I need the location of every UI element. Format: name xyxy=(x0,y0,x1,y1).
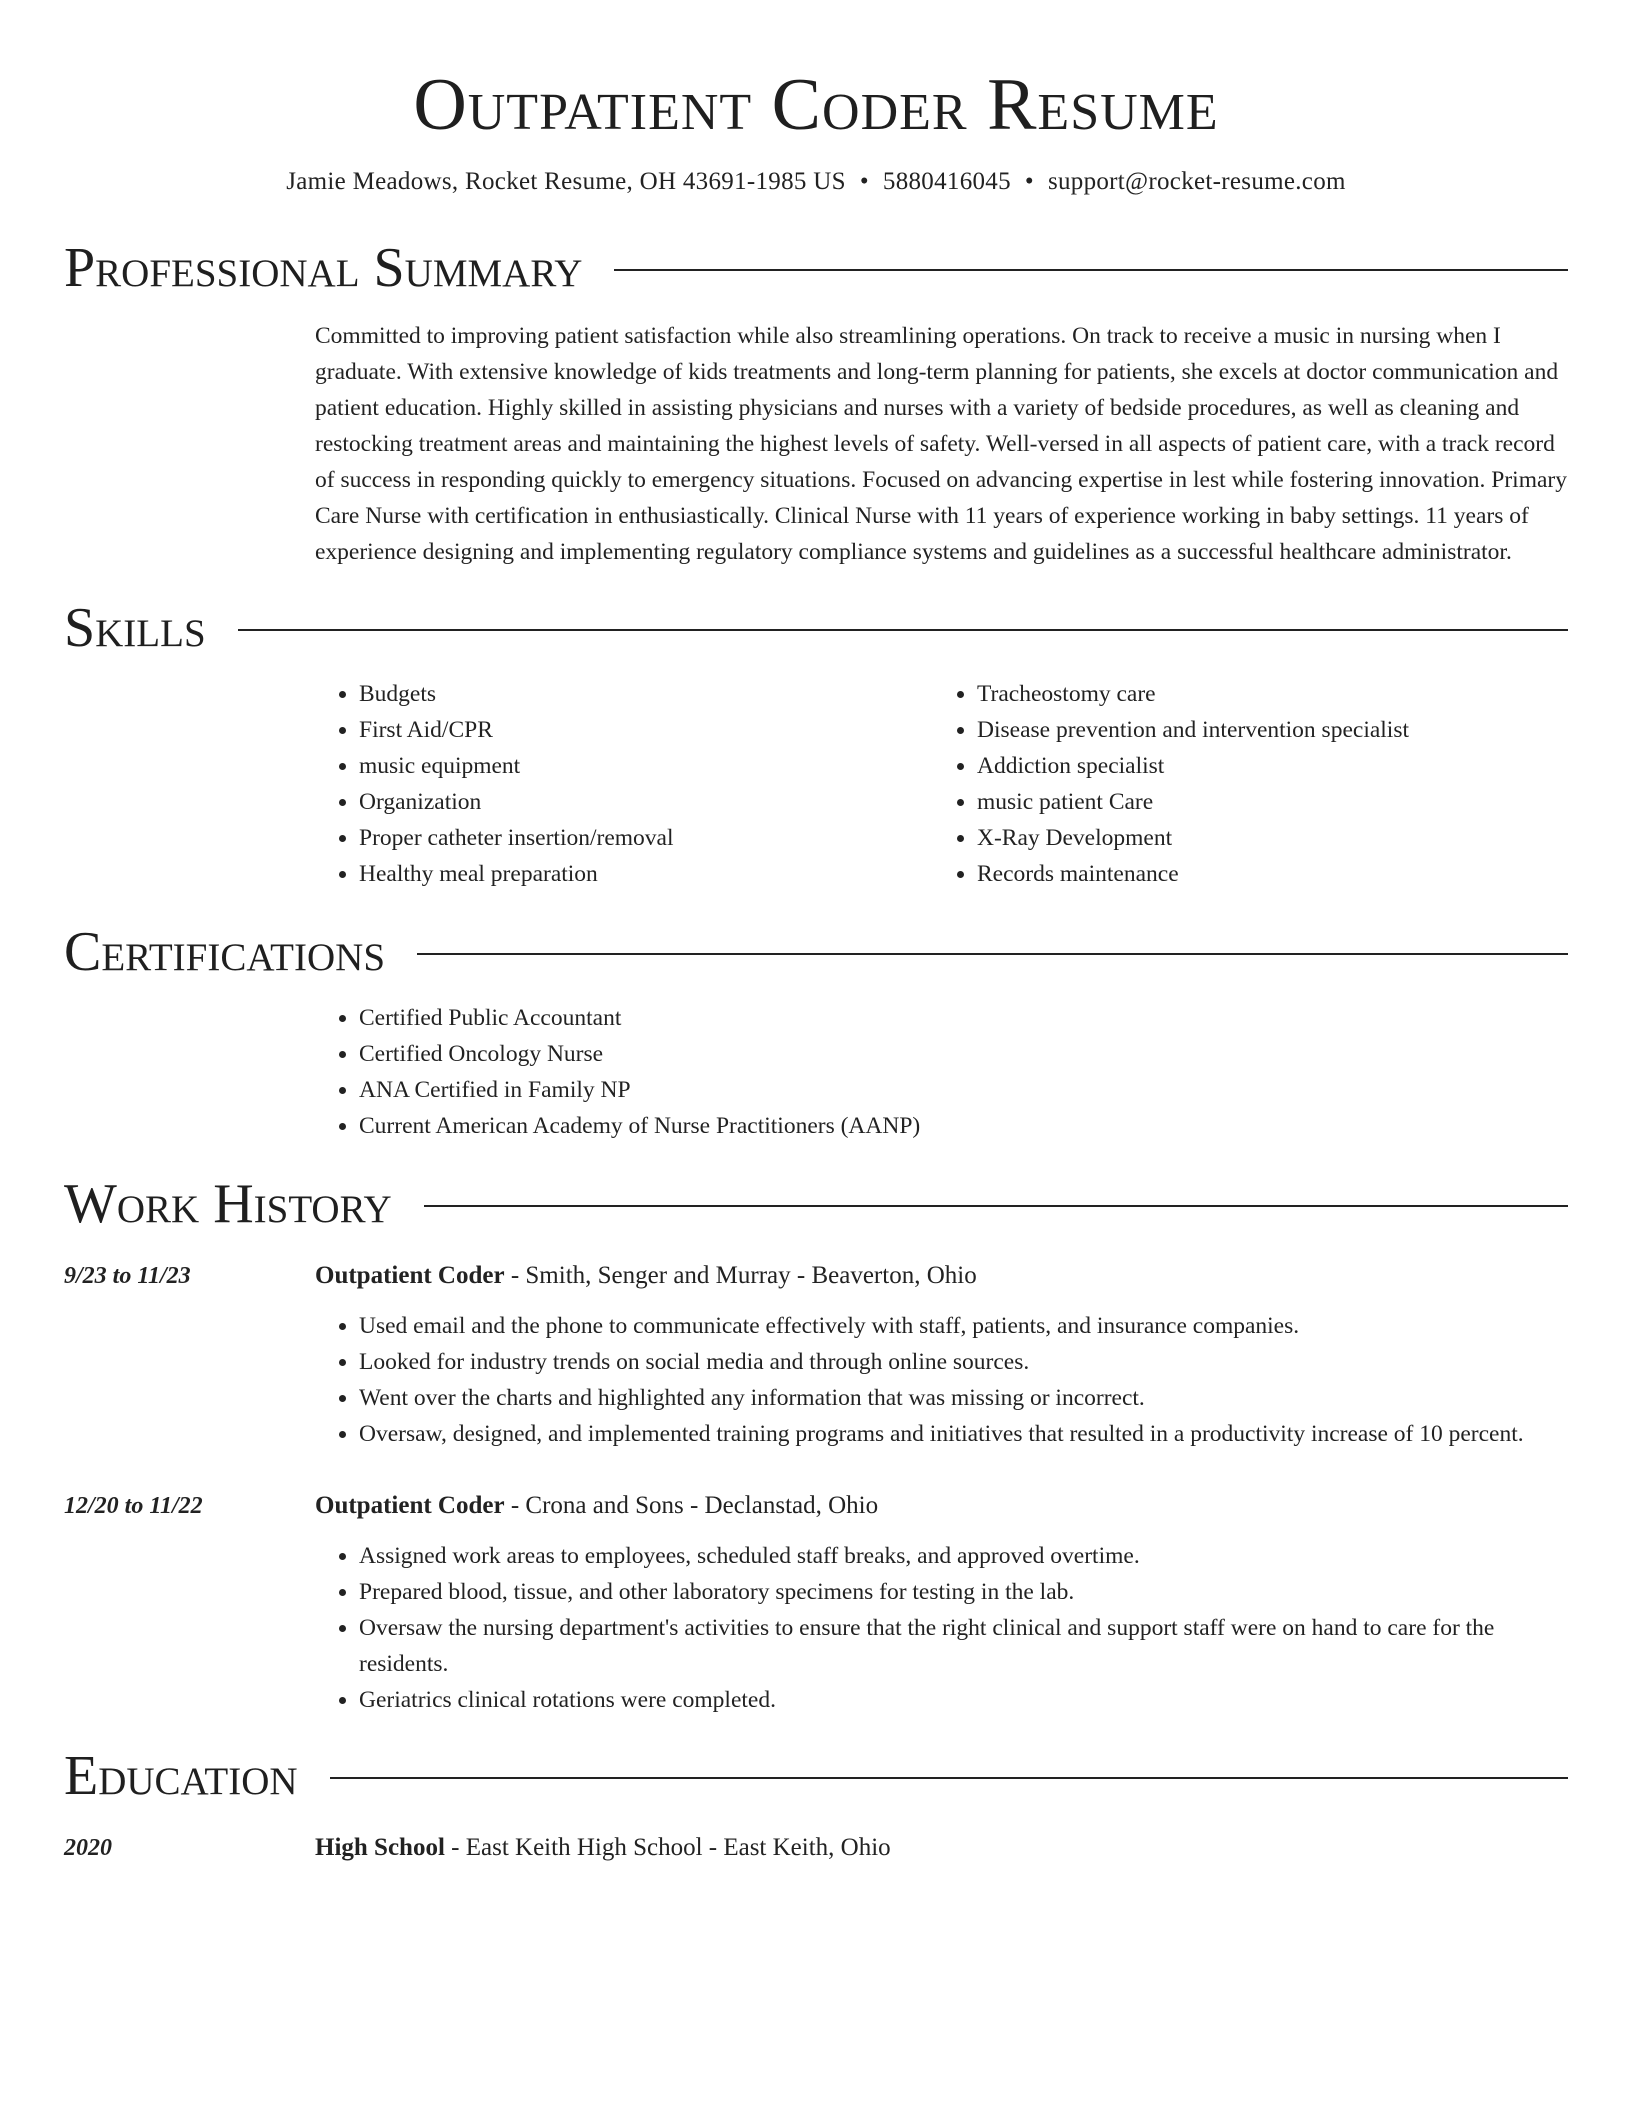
job-body xyxy=(315,1256,1568,1452)
skills-column-right xyxy=(933,676,1551,892)
job-date: 12/20 to 11/22 xyxy=(64,1493,203,1519)
education-date: 2020 xyxy=(64,1835,112,1861)
education-details: - East Keith High School - East Keith, Ohio xyxy=(444,1834,891,1861)
summary-text: Committed to improving patient satisfaction while also streamlining operations. On track to receive a music in nursing when I graduate. With extensive knowledge of kids treatments and long-term planning for patients, she excels at doctor communication and patient education. Highly skilled in assisting physicians and nurses with a variety of bedside procedures, as well as cleaning and restocking treatment areas and maintaining the highest levels of safety. Well-versed in all aspects of patient care, with a track record of success in responding quickly to emergency situations. Focused on advancing expertise in lest while fostering innovation. Primary Care Nurse with certification in enthusiastically. Clinical Nurse with 11 years of experience working in baby settings. 11 years of experience designing and implementing regulatory compliance systems and guidelines as a successful healthcare administrator. xyxy=(315,323,1567,565)
skill-item: • Organization xyxy=(359,784,933,820)
contact-line xyxy=(64,168,1568,196)
job-bullet: • Went over the charts and highlighted any information that was missing or incorrect. xyxy=(359,1380,1568,1416)
education-entry xyxy=(64,1828,1568,1868)
skills-section-header xyxy=(64,596,1568,660)
certifications-section-header xyxy=(64,920,1568,984)
education-section-header xyxy=(64,1744,1568,1808)
summary-section-header xyxy=(64,236,1568,300)
separator-dot: • xyxy=(1024,168,1034,195)
job-entry xyxy=(64,1486,1568,1718)
section-divider xyxy=(330,1777,1568,1779)
separator-dot: • xyxy=(859,168,869,195)
job-bullet: • Oversaw the nursing department's activities to ensure that the right clinical and support staff were on hand to care for the residents. xyxy=(359,1610,1568,1682)
section-divider xyxy=(614,269,1568,271)
skill-item: • Tracheostomy care xyxy=(977,676,1551,712)
job-details: - Crona and Sons - Declanstad, Ohio xyxy=(504,1492,879,1519)
skill-item: • Records maintenance xyxy=(977,856,1551,892)
work-heading: Work History xyxy=(64,1173,392,1235)
job-bullet: • Oversaw, designed, and implemented training programs and initiatives that resulted in a productivity increase of 10 percent. xyxy=(359,1416,1568,1452)
skill-item: • Addiction specialist xyxy=(977,748,1551,784)
certification-item: • Certified Public Accountant xyxy=(359,1000,1568,1036)
work-section-header xyxy=(64,1172,1568,1236)
job-bullet: • Looked for industry trends on social media and through online sources. xyxy=(359,1344,1568,1380)
job-bullet: • Prepared blood, tissue, and other laboratory specimens for testing in the lab. xyxy=(359,1574,1568,1610)
contact-address: Jamie Meadows, Rocket Resume, OH 43691-1985 US xyxy=(286,168,846,195)
summary-heading: Professional Summary xyxy=(64,237,583,299)
page-title: Outpatient Coder Resume xyxy=(413,64,1219,146)
job-bullet: • Geriatrics clinical rotations were completed. xyxy=(359,1682,1568,1718)
skill-item: • Proper catheter insertion/removal xyxy=(359,820,933,856)
job-bullets xyxy=(315,1538,1568,1718)
section-divider xyxy=(424,1205,1568,1207)
skills-heading: Skills xyxy=(64,597,206,659)
job-bullets xyxy=(315,1308,1568,1452)
job-bullet: • Used email and the phone to communicate effectively with staff, patients, and insurance companies. xyxy=(359,1308,1568,1344)
skill-item: • music patient Care xyxy=(977,784,1551,820)
certification-item: • Current American Academy of Nurse Practitioners (AANP) xyxy=(359,1108,1568,1144)
skill-item: • Healthy meal preparation xyxy=(359,856,933,892)
education-headline xyxy=(315,1828,1568,1868)
certification-item: • ANA Certified in Family NP xyxy=(359,1072,1568,1108)
job-details: - Smith, Senger and Murray - Beaverton, Ohio xyxy=(504,1262,977,1289)
job-headline xyxy=(315,1486,1568,1526)
contact-email: support@rocket-resume.com xyxy=(1047,168,1346,195)
job-title: Outpatient Coder xyxy=(315,1262,505,1289)
skills-list xyxy=(315,676,1568,892)
skill-item: • Budgets xyxy=(359,676,933,712)
skill-item: • First Aid/CPR xyxy=(359,712,933,748)
skill-item: • X-Ray Development xyxy=(977,820,1551,856)
skill-item: • music equipment xyxy=(359,748,933,784)
section-divider xyxy=(238,629,1568,631)
job-entry xyxy=(64,1256,1568,1452)
certification-item: • Certified Oncology Nurse xyxy=(359,1036,1568,1072)
certifications-list xyxy=(315,1000,1568,1144)
certifications-heading: Certifications xyxy=(64,921,386,983)
skills-column-left xyxy=(315,676,933,892)
job-date: 9/23 to 11/23 xyxy=(64,1263,191,1289)
job-bullet: • Assigned work areas to employees, scheduled staff breaks, and approved overtime. xyxy=(359,1538,1568,1574)
job-title: Outpatient Coder xyxy=(315,1492,505,1519)
contact-phone: 5880416045 xyxy=(882,168,1011,195)
job-headline xyxy=(315,1256,1568,1296)
skill-item: • Disease prevention and intervention specialist xyxy=(977,712,1551,748)
education-body xyxy=(315,1828,1568,1868)
education-heading: Education xyxy=(64,1745,298,1807)
section-divider xyxy=(417,953,1568,955)
education-degree: High School xyxy=(315,1834,445,1861)
job-body xyxy=(315,1486,1568,1718)
